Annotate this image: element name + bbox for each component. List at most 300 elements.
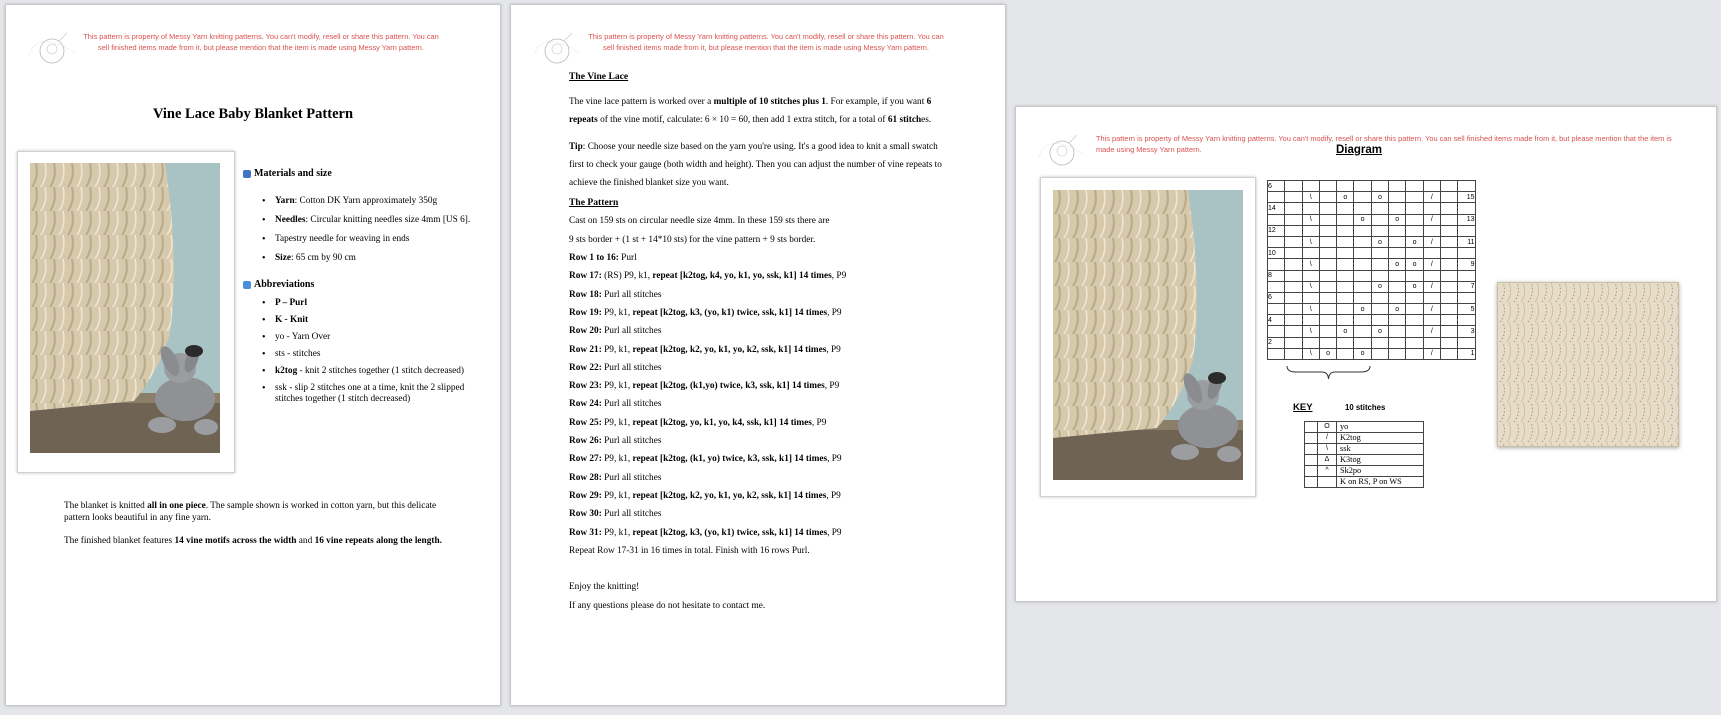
key-symbol: / — [1318, 433, 1337, 444]
pattern-row-bold: repeat [k2tog, k2, yo, k1, yo, k2, ssk, k1] 14 times — [632, 490, 827, 501]
chart-cell — [1440, 337, 1457, 348]
chart-cell — [1337, 337, 1354, 348]
pattern-row-bold: repeat [k2tog, (k1, yo) twice, k3, ssk, k1] 14 times — [632, 454, 828, 465]
chart-cell — [1423, 270, 1440, 281]
features-text-e: . — [439, 536, 442, 546]
chart-cell — [1389, 270, 1406, 281]
chart-cell — [1440, 348, 1457, 359]
materials-heading — [243, 168, 332, 179]
key-row — [1305, 477, 1424, 488]
pattern-row-bold: repeat [k2tog, (k1,yo) twice, k3, ssk, k1] 14 times — [632, 381, 825, 392]
chart-cell — [1440, 214, 1457, 225]
chart-cell — [1389, 292, 1406, 303]
chart-cell — [1337, 270, 1354, 281]
chart-cell — [1285, 236, 1302, 247]
pattern-row-bold: repeat [k2tog, k2, yo, k1, yo, k2, ssk, k1] 14 times — [632, 344, 827, 355]
pattern-row-pre: (RS) P9, k1, — [601, 271, 653, 282]
chart-cell: 3 — [1458, 326, 1475, 337]
key-table — [1304, 421, 1424, 488]
chart-cell — [1319, 225, 1336, 236]
chart-row — [1268, 270, 1476, 281]
chart-row — [1268, 248, 1476, 259]
pattern-row-label: Row 22: — [569, 362, 602, 373]
chart-cell: / — [1423, 326, 1440, 337]
chart-cell — [1319, 337, 1336, 348]
chart-cell — [1268, 281, 1285, 292]
material-item — [251, 253, 491, 264]
material-item-text: : Circular knitting needles size 4mm [US 6]. — [305, 215, 471, 225]
messy-yarn-logo — [528, 25, 586, 73]
chart-cell: 4 — [1268, 315, 1285, 326]
chart-cell — [1319, 214, 1336, 225]
chart-cell — [1285, 203, 1302, 214]
chart-cell — [1302, 203, 1319, 214]
chart-cell — [1371, 348, 1388, 359]
pattern-row — [569, 450, 949, 468]
pattern-row-post: , P9 — [827, 454, 842, 465]
pattern-row-post: , P9 — [827, 307, 842, 318]
pattern-row — [569, 469, 949, 487]
chart-cell — [1285, 281, 1302, 292]
chart-cell: 5 — [1458, 304, 1475, 315]
abbreviation-item — [251, 298, 476, 309]
abbreviation-item-text: - knit 2 stitches together (1 stitch decreased) — [297, 366, 464, 376]
chart-cell — [1389, 236, 1406, 247]
key-meaning: ssk — [1337, 444, 1424, 455]
chart-cell — [1389, 225, 1406, 236]
tip-paragraph — [569, 138, 949, 193]
intro-text-c: . The sample shown is worked in cotton yarn, but this delicate pattern looks beautiful in any fine yarn. — [64, 501, 437, 523]
chart-cell — [1389, 248, 1406, 259]
chart-cell — [1406, 270, 1423, 281]
chart-cell — [1268, 192, 1285, 203]
key-symbol: ^ — [1318, 466, 1337, 477]
chart-cell: / — [1423, 348, 1440, 359]
chart-cell — [1440, 326, 1457, 337]
abbreviation-item — [251, 349, 476, 360]
pattern-body — [569, 71, 949, 615]
chart-cell — [1319, 292, 1336, 303]
chart-cell — [1319, 192, 1336, 203]
chart-cell — [1440, 192, 1457, 203]
key-blank-cell — [1305, 433, 1318, 444]
chart-cell — [1285, 192, 1302, 203]
chart-cell — [1302, 337, 1319, 348]
chart-cell — [1458, 337, 1475, 348]
material-item-text: : 65 cm by 90 cm — [291, 253, 356, 263]
chart-cell — [1440, 248, 1457, 259]
cast-on-line-2: 9 sts border + (1 st + 14*10 sts) for the vine pattern + 9 sts border. — [569, 234, 816, 245]
chart-cell — [1285, 225, 1302, 236]
vine-text-4: 6 repeats — [569, 97, 932, 126]
chart-cell — [1354, 236, 1371, 247]
chart-cell: o — [1371, 192, 1388, 203]
vine-lace-heading: The Vine Lace — [569, 71, 629, 82]
abbreviation-item-label: k2tog — [275, 366, 298, 376]
chart-cell: \ — [1302, 236, 1319, 247]
chart-cell — [1389, 203, 1406, 214]
pattern-row-pre: Purl all stitches — [601, 289, 662, 300]
chart-cell: o — [1389, 214, 1406, 225]
vine-paragraph — [569, 93, 949, 130]
vine-text-3: . For example, if you want — [825, 97, 927, 107]
chart-cell — [1354, 192, 1371, 203]
chart-cell — [1389, 337, 1406, 348]
chart-cell — [1354, 181, 1371, 192]
lace-swatch-photo — [1497, 282, 1679, 447]
chart-cell — [1458, 292, 1475, 303]
chart-cell: 13 — [1458, 214, 1475, 225]
abbreviation-item — [251, 332, 476, 343]
cast-on-line-1: Cast on 159 sts on circular needle size 4mm. In these 159 sts there are — [569, 216, 830, 227]
pattern-row-pre: P9, k1, — [601, 307, 633, 318]
chart-cell — [1423, 181, 1440, 192]
repeat-note: Repeat Row 17-31 in 16 times in total. Finish with 16 rows Purl. — [569, 545, 810, 556]
key-symbol — [1318, 477, 1337, 488]
chart-cell — [1440, 315, 1457, 326]
chart-cell — [1406, 337, 1423, 348]
pattern-row-label: Row 27: — [569, 454, 602, 465]
chart-cell — [1354, 248, 1371, 259]
pattern-row — [569, 249, 949, 267]
chart-cell: \ — [1302, 214, 1319, 225]
chart-cell — [1354, 270, 1371, 281]
chart-cell — [1319, 270, 1336, 281]
pattern-row-pre: P9, k1, — [601, 454, 633, 465]
chart-row — [1268, 281, 1476, 292]
chart-cell — [1406, 304, 1423, 315]
chart-cell — [1440, 270, 1457, 281]
abbreviations-icon — [243, 281, 251, 289]
chart-cell — [1371, 259, 1388, 270]
chart-cell — [1285, 337, 1302, 348]
chart-cell: o — [1406, 259, 1423, 270]
chart-cell: o — [1371, 236, 1388, 247]
chart-row — [1268, 337, 1476, 348]
chart-cell — [1406, 225, 1423, 236]
pattern-row-label: Row 18: — [569, 289, 602, 300]
chart-cell — [1337, 214, 1354, 225]
chart-cell — [1268, 259, 1285, 270]
key-row — [1305, 455, 1424, 466]
chart-cell — [1458, 181, 1475, 192]
chart-cell: 10 — [1268, 248, 1285, 259]
abbreviation-item-label: P – Purl — [275, 298, 308, 308]
chart-cell: \ — [1302, 259, 1319, 270]
chart-cell: 6 — [1268, 181, 1285, 192]
chart-cell: / — [1423, 259, 1440, 270]
abbreviations-list — [251, 298, 476, 411]
chart-cell — [1440, 304, 1457, 315]
chart-cell — [1302, 315, 1319, 326]
diagram-title: Diagram — [1336, 144, 1383, 156]
chart-cell — [1268, 326, 1285, 337]
chart-cell — [1406, 192, 1423, 203]
pattern-row-label: Row 28: — [569, 472, 602, 483]
features-text-d: 16 vine repeats along the length — [314, 536, 440, 546]
key-symbol: \ — [1318, 444, 1337, 455]
abbreviation-item — [251, 315, 476, 326]
chart-cell: / — [1423, 304, 1440, 315]
chart-cell — [1268, 304, 1285, 315]
page-3 — [1015, 106, 1717, 602]
chart-cell: 12 — [1268, 225, 1285, 236]
material-item — [251, 196, 491, 207]
chart-cell: o — [1371, 281, 1388, 292]
chart-cell — [1371, 337, 1388, 348]
chart-row — [1268, 292, 1476, 303]
pattern-row-post: , P9 — [826, 344, 841, 355]
pattern-row-pre: P9, k1, — [601, 344, 633, 355]
pattern-row-label: Row 30: — [569, 509, 602, 520]
features-text-b: 14 vine motifs across the width — [174, 536, 297, 546]
chart-cell — [1285, 270, 1302, 281]
abbreviation-item-text: sts - stitches — [275, 349, 321, 359]
material-item-text: Tapestry needle for weaving in ends — [275, 234, 410, 244]
chart-cell: o — [1337, 192, 1354, 203]
materials-icon — [243, 170, 251, 178]
chart-cell — [1440, 292, 1457, 303]
pattern-row — [569, 322, 949, 340]
blanket-photo — [17, 151, 235, 473]
row-instructions — [569, 249, 949, 542]
chart-cell — [1337, 248, 1354, 259]
chart-cell — [1371, 270, 1388, 281]
chart-cell — [1302, 225, 1319, 236]
material-item — [251, 234, 491, 245]
key-symbol: O — [1318, 422, 1337, 433]
chart-cell: 11 — [1458, 236, 1475, 247]
intro-text-b: all in one piece — [147, 501, 206, 511]
materials-list — [251, 196, 491, 272]
chart-row — [1268, 326, 1476, 337]
chart-cell — [1302, 181, 1319, 192]
chart-cell — [1302, 270, 1319, 281]
chart-cell — [1268, 348, 1285, 359]
chart-cell — [1458, 315, 1475, 326]
abbreviation-item-label: K - Knit — [275, 315, 309, 325]
knitting-chart — [1267, 180, 1476, 360]
blank-spacer — [569, 560, 949, 578]
pattern-row — [569, 395, 949, 413]
pattern-row — [569, 359, 949, 377]
chart-cell — [1337, 304, 1354, 315]
chart-cell — [1285, 326, 1302, 337]
pattern-row — [569, 304, 949, 322]
chart-cell: 2 — [1268, 337, 1285, 348]
key-row — [1305, 466, 1424, 477]
chart-cell — [1319, 304, 1336, 315]
key-blank-cell — [1305, 466, 1318, 477]
chart-cell — [1268, 236, 1285, 247]
chart-cell — [1440, 281, 1457, 292]
pattern-row-label: Row 17: — [569, 271, 602, 282]
pattern-row-label: Row 26: — [569, 436, 602, 447]
abbreviations-heading-text: Abbreviations — [254, 279, 315, 290]
chart-cell — [1440, 259, 1457, 270]
chart-cell — [1371, 203, 1388, 214]
chart-cell — [1440, 225, 1457, 236]
pattern-row-pre: Purl — [618, 253, 637, 264]
chart-row — [1268, 181, 1476, 192]
chart-cell — [1371, 248, 1388, 259]
chart-cell — [1354, 203, 1371, 214]
key-symbol: Δ — [1318, 455, 1337, 466]
materials-heading-text: Materials and size — [254, 168, 332, 179]
pattern-heading: The Pattern — [569, 197, 619, 209]
chart-cell — [1371, 315, 1388, 326]
chart-cell — [1423, 315, 1440, 326]
abbreviation-item-text: yo - Yarn Over — [275, 332, 331, 342]
vine-text-5: of the vine motif, calculate: 6 × 10 = 60, then add 1 extra stitch, for a total of — [597, 115, 888, 126]
chart-cell — [1319, 326, 1336, 337]
chart-cell — [1406, 248, 1423, 259]
chart-cell — [1354, 259, 1371, 270]
chart-cell: o — [1337, 326, 1354, 337]
pattern-row-bold: repeat [k2tog, k4, yo, k1, yo, ssk, k1] 14 times — [652, 271, 832, 282]
abbreviations-heading — [243, 279, 314, 290]
chart-cell — [1319, 236, 1336, 247]
chart-cell: \ — [1302, 348, 1319, 359]
chart-cell — [1371, 304, 1388, 315]
key-meaning: Sk2po — [1337, 466, 1424, 477]
features-text-c: and — [296, 536, 315, 546]
chart-cell — [1354, 292, 1371, 303]
pattern-row-pre: Purl all stitches — [601, 399, 662, 410]
chart-cell — [1302, 248, 1319, 259]
messy-yarn-logo — [23, 25, 81, 73]
chart-cell — [1285, 315, 1302, 326]
chart-cell — [1423, 292, 1440, 303]
pattern-row — [569, 432, 949, 450]
chart-cell: o — [1354, 214, 1371, 225]
chart-cell — [1354, 225, 1371, 236]
chart-cell — [1458, 270, 1475, 281]
chart-cell — [1371, 225, 1388, 236]
chart-cell: o — [1371, 326, 1388, 337]
chart-cell: 7 — [1458, 281, 1475, 292]
pattern-row-label: Row 31: — [569, 527, 602, 538]
chart-cell — [1423, 225, 1440, 236]
key-row — [1305, 444, 1424, 455]
chart-cell — [1268, 214, 1285, 225]
pattern-row-pre: P9, k1, — [601, 490, 633, 501]
chart-cell — [1319, 315, 1336, 326]
chart-cell: 14 — [1268, 203, 1285, 214]
chart-cell — [1440, 203, 1457, 214]
pattern-row-pre: Purl all stitches — [601, 436, 662, 447]
chart-cell: / — [1423, 236, 1440, 247]
chart-cell — [1406, 214, 1423, 225]
chart-cell: \ — [1302, 192, 1319, 203]
chart-cell — [1337, 281, 1354, 292]
page-1 — [5, 4, 501, 706]
chart-cell — [1458, 248, 1475, 259]
chart-cell — [1319, 281, 1336, 292]
key-meaning: K on RS, P on WS — [1337, 477, 1424, 488]
chart-cell — [1371, 214, 1388, 225]
repeat-brace — [1286, 365, 1371, 381]
pattern-row-pre: Purl all stitches — [601, 362, 662, 373]
chart-cell — [1285, 304, 1302, 315]
key-blank-cell — [1305, 455, 1318, 466]
pattern-row-post: , P9 — [827, 527, 842, 538]
pattern-row-label: Row 1 to 16: — [569, 253, 619, 264]
chart-cell — [1458, 225, 1475, 236]
chart-cell — [1337, 225, 1354, 236]
pattern-row-label: Row 24: — [569, 399, 602, 410]
chart-cell: o — [1389, 259, 1406, 270]
vine-text-6: 61 stitch — [887, 115, 922, 126]
key-row — [1305, 422, 1424, 433]
chart-cell — [1354, 315, 1371, 326]
features-text-a: The finished blanket features — [64, 536, 175, 546]
chart-cell: o — [1354, 304, 1371, 315]
pattern-row-pre: Purl all stitches — [601, 509, 662, 520]
vine-text-1: The vine lace pattern is worked over a — [569, 97, 714, 107]
chart-cell — [1337, 181, 1354, 192]
pattern-row-post: , P9 — [824, 381, 840, 392]
material-item — [251, 215, 491, 226]
messy-yarn-logo — [1033, 127, 1091, 175]
pattern-row — [569, 505, 949, 523]
chart-cell — [1406, 326, 1423, 337]
chart-cell — [1406, 181, 1423, 192]
chart-cell: \ — [1302, 281, 1319, 292]
pattern-row-pre: P9, k1, — [601, 381, 633, 392]
chart-row — [1268, 315, 1476, 326]
key-meaning: K2tog — [1337, 433, 1424, 444]
chart-cell: \ — [1302, 304, 1319, 315]
material-item-label: Yarn — [275, 196, 295, 206]
key-row — [1305, 433, 1424, 444]
material-item-label: Needles — [275, 215, 306, 225]
chart-cell — [1389, 348, 1406, 359]
key-heading: KEY — [1293, 402, 1313, 413]
pattern-row-label: Row 20: — [569, 326, 602, 337]
chart-row — [1268, 214, 1476, 225]
abbreviation-item — [251, 366, 476, 377]
intro-paragraph — [64, 500, 444, 524]
chart-row — [1268, 225, 1476, 236]
chart-cell — [1423, 248, 1440, 259]
chart-cell — [1337, 203, 1354, 214]
pattern-row-label: Row 19: — [569, 307, 602, 318]
chart-cell: o — [1389, 304, 1406, 315]
copyright-notice: This pattern is property of Messy Yarn knitting patterns. You can't modify, resell or share this pattern. You can sell finished items made from it, but please mention that the item is made using Messy Yarn pattern. — [1096, 134, 1672, 154]
chart-cell — [1406, 315, 1423, 326]
pattern-row — [569, 267, 949, 285]
key-blank-cell — [1305, 422, 1318, 433]
chart-cell — [1337, 236, 1354, 247]
abbreviation-item-text: ssk - slip 2 stitches one at a time, knit the 2 slipped stitches together (1 stitch decreased) — [275, 383, 465, 404]
pattern-row-pre: Purl all stitches — [601, 326, 662, 337]
pattern-row — [569, 377, 949, 395]
material-item-text: : Cotton DK Yarn approximately 350g — [294, 196, 438, 206]
chart-cell — [1337, 259, 1354, 270]
pattern-row — [569, 487, 949, 505]
chart-cell: 1 — [1458, 348, 1475, 359]
key-blank-cell — [1305, 444, 1318, 455]
pattern-row-pre: P9, k1, — [601, 527, 633, 538]
chart-cell — [1406, 292, 1423, 303]
chart-cell — [1285, 292, 1302, 303]
chart-cell — [1285, 259, 1302, 270]
pattern-row-bold: repeat [k2tog, k3, (yo, k1) twice, ssk, k1] 14 times — [632, 527, 828, 538]
page-2 — [510, 4, 1006, 706]
pattern-row-bold: repeat [k2tog, yo, k1, yo, k4, ssk, k1] 14 times — [632, 417, 812, 428]
pattern-row — [569, 414, 949, 432]
